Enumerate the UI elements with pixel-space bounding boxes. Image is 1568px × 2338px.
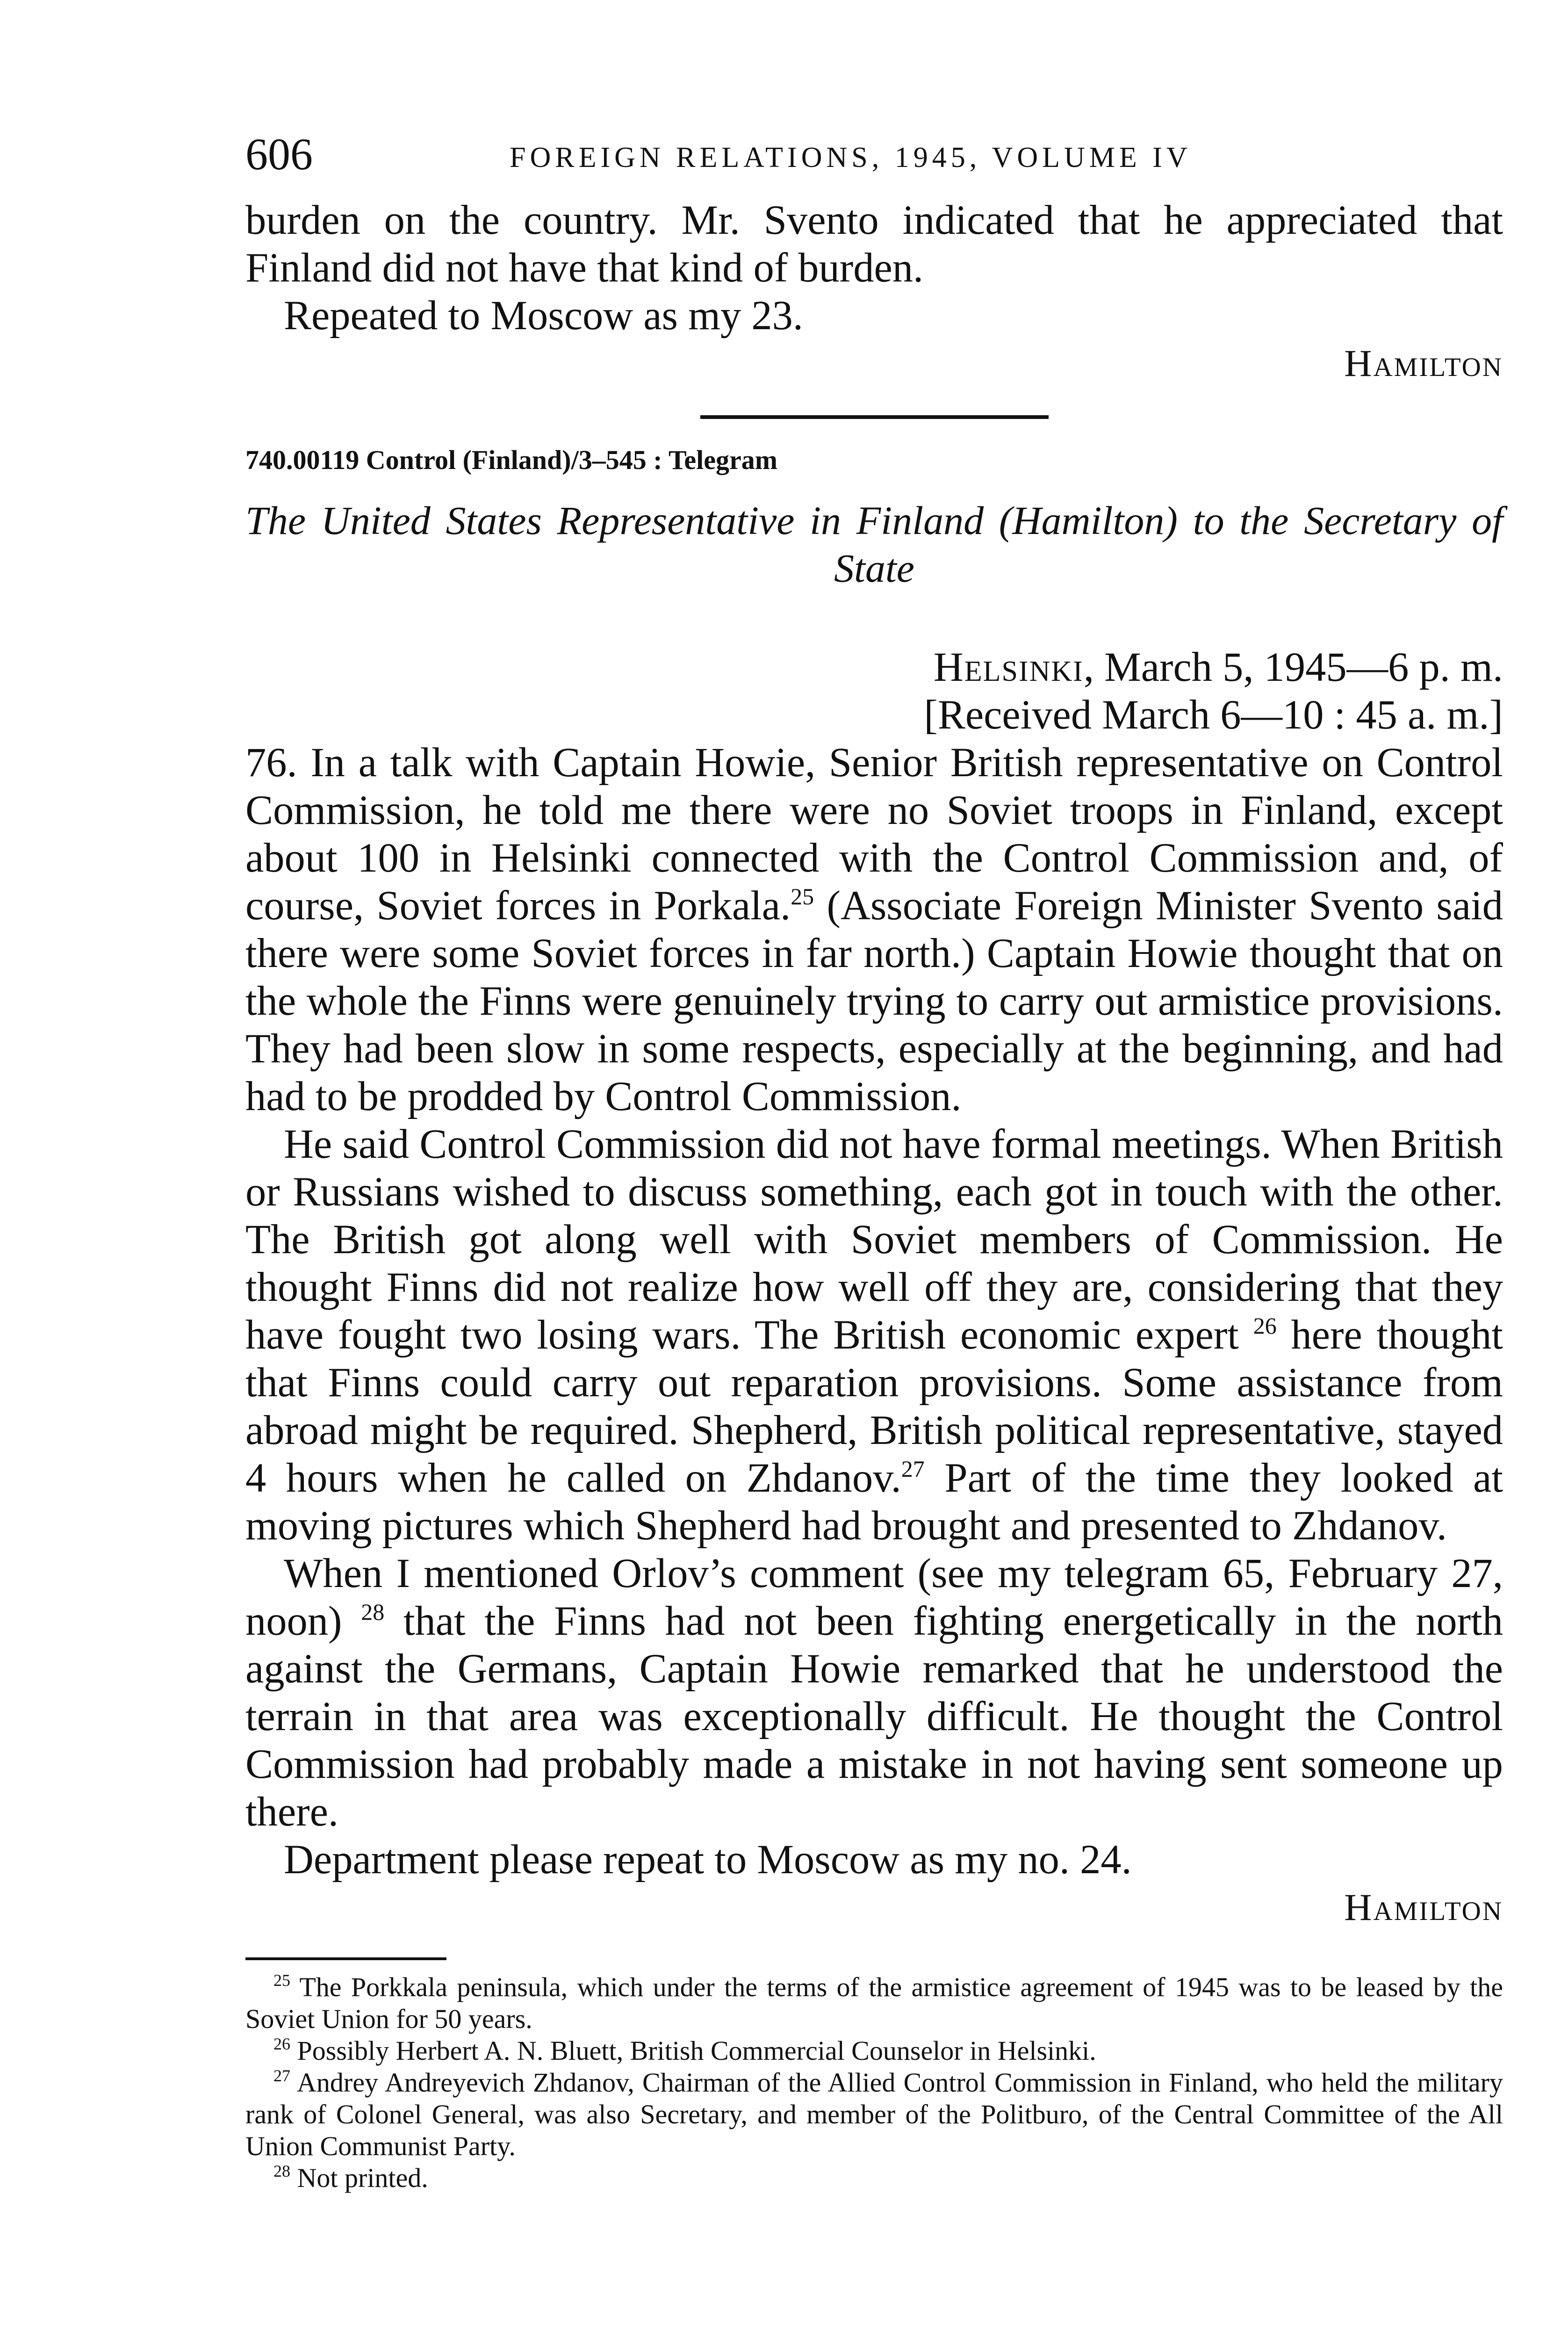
file-number: 740.00119 Control (Finland)/3–545 : Telegram [245,445,778,475]
title-part-1: The United States Representative in Finland [245,498,984,543]
footnote-divider [245,1957,446,1960]
continued-paragraph: burden on the country. Mr. Svento indicated that he appreciated that Finland did not have that kind of burden. [245,197,1503,291]
paragraph-3-text-b: that the Finns had not been fighting energetically in the north against the Germans, Captain Howie remarked that he understood the terrain in that area was exceptionally difficult. He thought the Control Commission had probably made a mistake in not having sent someone up there. [245,1598,1503,1835]
title-paren-name: (Hamilton) [999,498,1178,543]
footnote-text: Andrey Andreyevich Zhdanov, Chairman of the Allied Control Commission in Finland, who held the military rank of Colonel General, was also Secretary, and member of the Politburo, of the Central Committee of the All Union Communist Party. [245,2067,1503,2161]
footnote-text: Possibly Herbert A. N. Bluett, British Commercial Counselor in Helsinki. [290,2035,1096,2066]
section-divider [700,415,1049,419]
previous-document-end [245,196,1503,387]
footnote-27 [245,2067,1503,2162]
paragraph-2-text-b: here thought that Finns could carry out reparation provisions. Some assistance from abroad might be required. Shepherd, British political representative, stayed 4 hours when he called on Zhdanov. [245,1312,1503,1501]
paragraph-1-text-b: (Associate Foreign Minister Svento said there were some Soviet forces in far north.) Captain Howie thought that on the whole the Finns were genuinely trying to carry out armistice provisions. They had been slow in some respects, especially at the beginning, and had had to be prodded by Control Commission. [245,883,1503,1119]
paragraph-1-text-a: 76. In a talk with Captain Howie, Senior British representative on Control Commission, he told me there were no Soviet troops in Finland, except about 100 in Helsinki connected with the Control Commission and, of course, Soviet forces in Porkala. [245,740,1503,929]
paragraph-2 [245,1120,1503,1550]
footnote-ref-25[interactable]: 25 [791,883,814,909]
footnote-mark: 25 [273,1971,290,1990]
footnote-28 [245,2162,1503,2194]
signature: Hamilton [1344,342,1503,384]
repeated-note: Repeated to Moscow as my 23. [284,293,803,339]
footnote-ref-26[interactable]: 26 [1253,1313,1277,1339]
received-line: [Received March 6—10 : 45 a. m.] [924,692,1503,738]
footnote-text: The Porkkala peninsula, which under the terms of the armistice agreement of 1945 was to be leased by the Soviet Union for 50 years. [245,1972,1503,2034]
footnote-ref-28[interactable]: 28 [361,1599,385,1625]
paragraph-4: Department please repeat to Moscow as my no. 24. [284,1837,1132,1883]
telegram-body [245,739,1503,1931]
paragraph-1 [245,739,1503,1120]
footnote-26 [245,2035,1503,2067]
footnote-mark: 27 [273,2066,290,2085]
document-page [245,126,1503,2194]
paragraph-2-text-c: Part of the time they looked at moving pictures which Shepherd had brought and presented to Zhdanov. [245,1455,1503,1549]
footnote-25 [245,1971,1503,2035]
dateline [245,643,1503,739]
place: Helsinki [933,644,1084,690]
paragraph-3-text-a: When I mentioned Orlov’s comment (see my telegram 65, February 27, noon) [245,1551,1503,1644]
paragraph-2-text-a: He said Control Commission did not have formal meetings. When British or Russians wished to discuss something, each got in touch with the other. The British got along well with Soviet members of Commission. He thought Finns did not realize how well off they are, considering that they have fought two losing wars. The British economic expert [245,1121,1503,1358]
date: , March 5, 1945—6 p. m. [1083,644,1503,690]
footnotes [245,1971,1503,2194]
footnote-mark: 28 [273,2162,290,2180]
page-header [245,126,1503,196]
paragraph-3 [245,1550,1503,1836]
signature: Hamilton [1344,1886,1503,1928]
title-part-2: to the Secretary of State [834,498,1503,591]
running-head: FOREIGN RELATIONS, 1945, VOLUME IV [510,142,1192,173]
footnote-mark: 26 [273,2035,290,2053]
footnote-text: Not printed. [290,2163,428,2193]
document-title [245,497,1503,592]
page-number: 606 [245,129,313,179]
footnote-ref-27[interactable]: 27 [901,1456,925,1482]
